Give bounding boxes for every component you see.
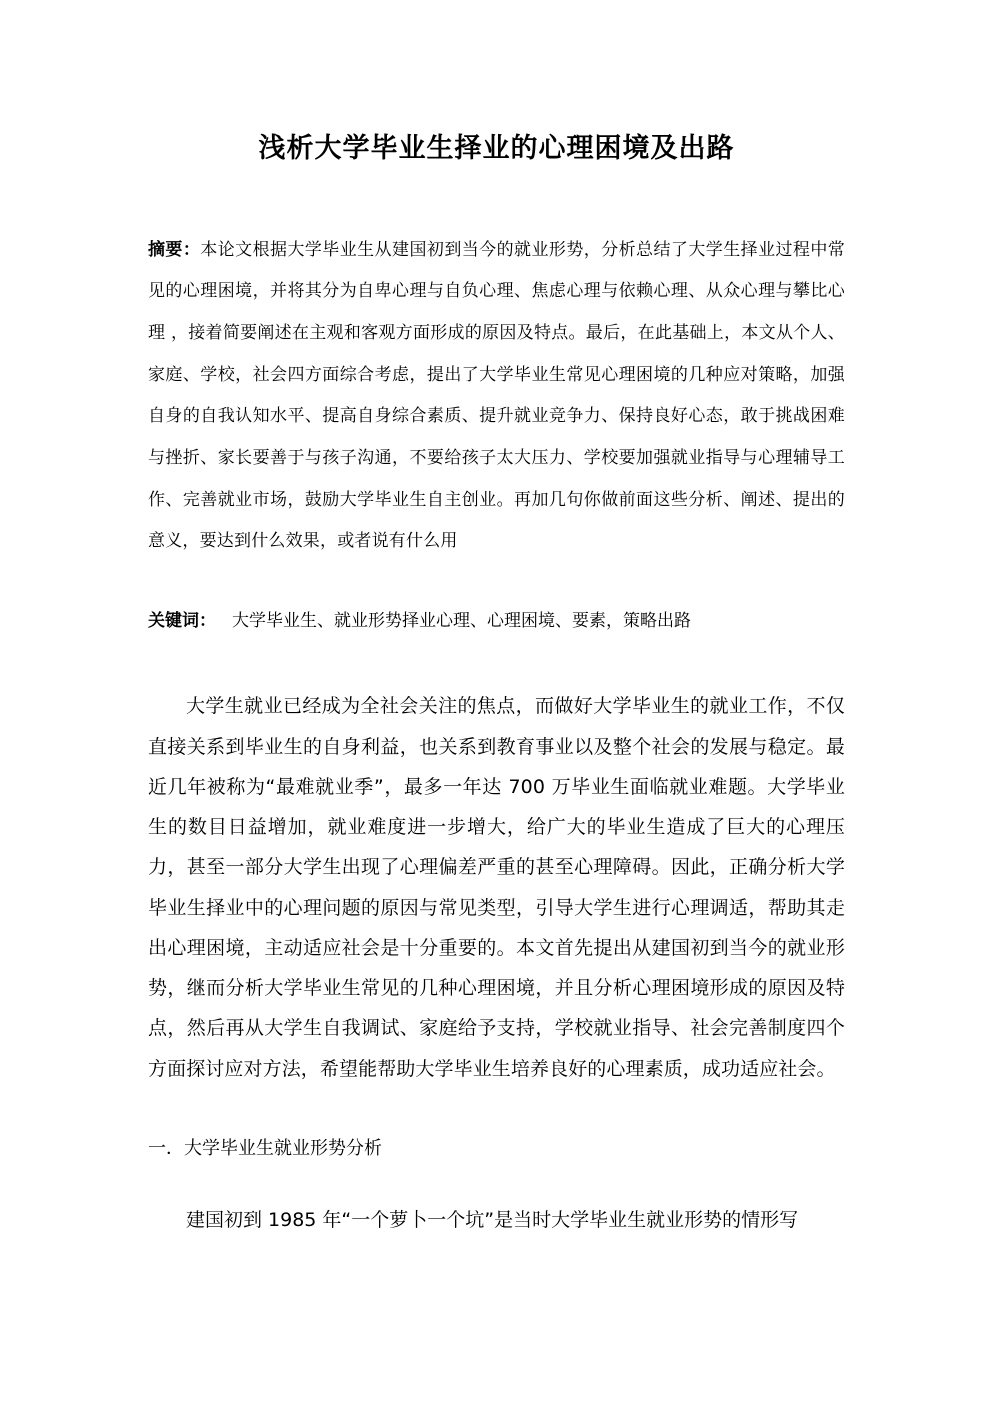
page-title: 浅析大学毕业生择业的心理困境及出路 <box>258 133 735 164</box>
abstract-label: 摘要： <box>148 239 201 260</box>
section-heading-1: 一．大学毕业生就业形势分析 <box>148 1137 382 1159</box>
section-paragraph-1: 建国初到 1985 年“一个萝卜一个坑”是当时大学毕业生就业形势的情形写 <box>186 1208 799 1231</box>
keywords-block <box>148 603 845 640</box>
abstract-block <box>148 230 845 563</box>
abstract-text: 本论文根据大学毕业生从建国初到当今的就业形势，分析总结了大学生择业过程中常见的心理困境，并将其分为自卑心理与自负心理、焦虑心理与依赖心理、从众心理与攀比心理 ，接着简要阐述在主观和客观方面形成的原因及特点。最后，在此基础上，本文从个人、家庭、学校，社会四方面综合考虑，提出了大学毕业生常见心理困境的几种应对策略，加强自身的自我认知水平、提高自身综合素质、提升就业竞争力、保持良好心态，敢于挑战困难与挫折、家长要善于与孩子沟通，不要给孩子太大压力、学校要加强就业指导与心理辅导工作、完善就业市场，鼓励大学毕业生自主创业。再加几句你做前面这些分析、阐述、提出的意义，要达到什么效果，或者说有什么用 <box>148 239 845 552</box>
keywords-label: 关键词： <box>148 610 216 631</box>
intro-paragraph: 大学生就业已经成为全社会关注的焦点，而做好大学毕业生的就业工作，不仅直接关系到毕业生的自身利益，也关系到教育事业以及整个社会的发展与稳定。最近几年被称为“最难就业季”，最多一年达 700 万毕业生面临就业难题。大学毕业生的数目日益增加，就业难度进一步增大，给广大的毕业生造成了巨大的心理压力，甚至一部分大学生出现了心理偏差严重的甚至心理障碍。因此，正确分析大学毕业生择业中的心理问题的原因与常见类型，引导大学生进行心理调适，帮助其走出心理困境，主动适应社会是十分重要的。本文首先提出从建国初到当今的就业形势，继而分析大学毕业生常见的几种心理困境，并且分析心理困境形成的原因及特点，然后再从大学生自我调试、家庭给予支持，学校就业指导、社会完善制度四个方面探讨应对方法，希望能帮助大学毕业生培养良好的心理素质，成功适应社会。 <box>148 695 845 1080</box>
keywords-text: 大学毕业生、就业形势择业心理、心理困境、要素，策略出路 <box>232 610 691 631</box>
